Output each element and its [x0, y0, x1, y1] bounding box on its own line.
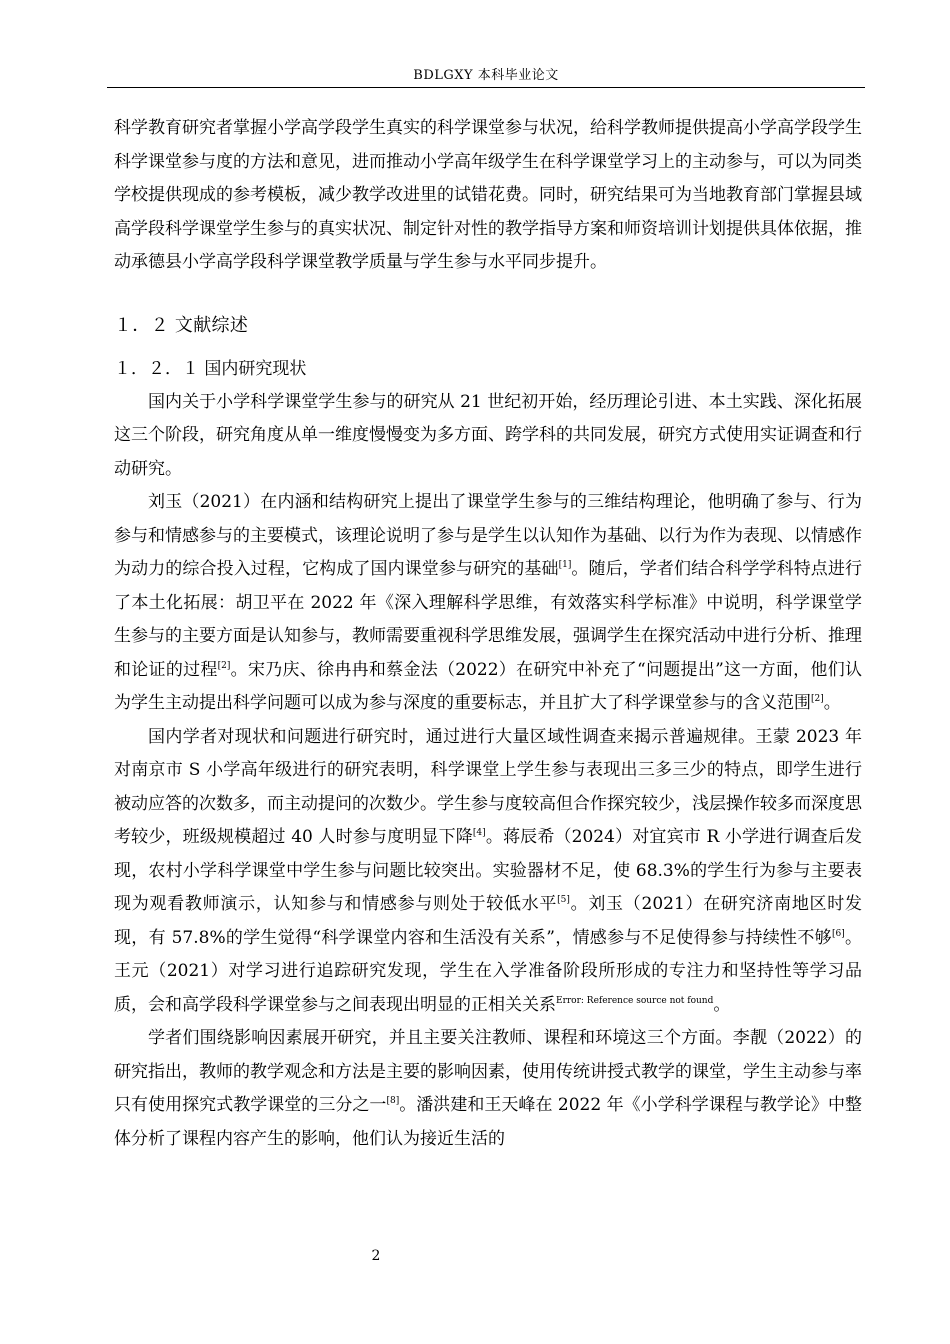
citation-ref[interactable]: [8] [386, 1096, 400, 1106]
text-run: 国内学者对现状和问题进行研究时，通过进行大量区域性调查来揭示普遍规律。王蒙 2023 年对南京市 S 小学高年级进行的研究表明，科学课堂上学生参与表现出三多三少的特点，即学生进行被动应答的次数多，而主动提问的次数少。学生参与度较高但合作探究较少，浅层操作较多而深度思考较少，班级规模超过 40 人时参与度明显下降 [114, 726, 862, 847]
citation-ref[interactable]: [2] [217, 660, 231, 671]
page-number: 2 [371, 1248, 381, 1264]
text-run: 。刘玉（2021）在研究济南地区时发现，有 57.8%的学生觉得“科学课堂内容和生活没有关系”，情感参与不足使得参与持续性不够 [114, 894, 863, 948]
citation-ref[interactable]: [6] [831, 928, 845, 939]
text-run: 。 [823, 693, 841, 713]
text-run: 。潘洪建和王天峰在 2022 年《小学科学课程与教学论》中整体分析了课程内容产生的影响，他们认为接近生活的 [114, 1095, 862, 1149]
body-text [114, 112, 862, 1156]
text-run: 。 [713, 994, 731, 1015]
citation-ref[interactable]: [1] [558, 560, 572, 570]
text-run: 学者们围绕影响因素展开研究，并且主要关注教师、课程和环境这三个方面。李靓（2022）的研究指出，教师的教学观念和方法是主要的影响因素，使用传统讲授式教学的课堂，学生主动参与率只有使用探究式教学课堂的三分之一 [114, 1028, 862, 1115]
paragraph-research-stages: 国内关于小学科学课堂学生参与的研究从 21 世纪初开始，经历理论引进、本土实践、深化拓展这三个阶段，研究角度从单一维度慢慢变为多方面、跨学科的共同发展，研究方式使用实证调查和行动研究。 [114, 391, 862, 479]
text-run: 。蒋辰希（2024）对宜宾市 R 小学进行调查后发现，农村小学科学课堂中学生参与问题比较突出。实验器材不足，使 68.3%的学生行为参与主要表现为观看教师演示，认知参与和情感参与则处于较低水平 [114, 827, 862, 914]
intro-paragraph: 科学教育研究者掌握小学高学段学生真实的科学课堂参与状况，给科学教师提供提高小学高学段学生科学课堂参与度的方法和意见，进而推动小学高年级学生在科学课堂学习上的主动参与，可以为同类学校提供现成的参考模板，减少教学改进里的试错花费。同时，研究结果可为当地教育部门掌握县域高学段科学课堂学生参与的真实状况、制定针对性的教学指导方案和师资培训计划提供具体依据，推动承德县小学高学段科学课堂教学质量与学生参与水平同步提升。 [114, 118, 862, 272]
running-header: BDLGXY 本科毕业论文 [413, 68, 559, 83]
subsection-heading-1-2-1: １．２．１ 国内研究现状 [114, 358, 307, 379]
text-run: 。王元（2021）对学习进行追踪研究发现，学生在入学准备阶段所形成的专注力和坚持性等学习品质，会和高学段科学课堂参与之间表现出明显的正相关关系 [114, 927, 862, 1015]
section-heading-1-2: １．２ 文献综述 [114, 314, 249, 336]
paragraph-status-survey [114, 721, 862, 1023]
header-rule [107, 87, 865, 88]
citation-ref[interactable]: [2] [811, 694, 824, 704]
citation-ref[interactable]: [5] [557, 895, 570, 905]
text-run: 。宋乃庆、徐冉冉和蔡金法（2022）在研究中补充了“问题提出”这一方面，他们认为学生主动提出科学问题可以成为参与深度的重要标志，并且扩大了科学课堂参与的含义范围 [114, 659, 862, 713]
text-run: 。随后，学者们结合科学学科特点进行了本土化拓展：胡卫平在 2022 年《深入理解科学思维，有效落实科学标准》中说明，科学课堂学生参与的主要方面是认知参与，教师需要重视科学思维发展，强调学生在探究活动中进行分析、推理和论证的过程 [114, 559, 863, 680]
citation-ref[interactable]: [4] [472, 828, 486, 838]
broken-reference-marker: Error: Reference source not found [556, 995, 714, 1006]
text-run: 刘玉（2021）在内涵和结构研究上提出了课堂学生参与的三维结构理论，他明确了参与、行为参与和情感参与的主要模式，该理论说明了参与是学生以认知作为基础、以行为作为表现、以情感作为动力的综合投入过程，它构成了国内课堂参与研究的基础 [114, 492, 862, 579]
paragraph-theory [114, 486, 862, 721]
paragraph-influencing-factors [114, 1022, 862, 1156]
